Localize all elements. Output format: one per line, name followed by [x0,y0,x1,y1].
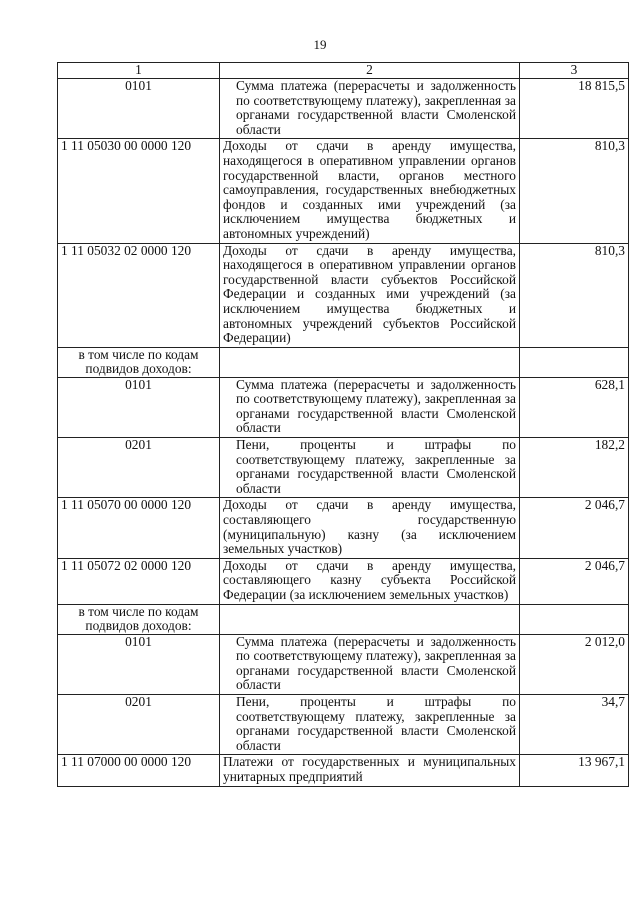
revenue-description: Доходы от сдачи в аренду имущества, составляющего казну субъекта Российской Федерации (за исключением земельных участков) [220,558,520,604]
table-row [58,604,629,634]
revenue-code: 0101 [58,377,220,437]
revenue-description: Сумма платежа (перерасчеты и задолженность по соответствующему платежу), закрепленная за органами государственной власти Смоленской области [220,634,520,694]
table-row [58,634,629,694]
revenue-code: 0201 [58,438,220,498]
revenue-code: 1 11 05030 00 0000 120 [58,139,220,243]
revenue-amount: 18 815,5 [520,79,629,139]
revenue-description: Сумма платежа (перерасчеты и задолженность по соответствующему платежу), закрепленная за органами государственной власти Смоленской области [220,377,520,437]
revenue-description: Доходы от сдачи в аренду имущества, составляющего государственную (муниципальную) казну (за исключением земельных участков) [220,498,520,558]
table-row [58,243,629,347]
column-header-description: 2 [220,63,520,79]
revenue-amount: 810,3 [520,243,629,347]
revenue-description: Платежи от государственных и муниципальных унитарных предприятий [220,755,520,786]
revenue-description: Доходы от сдачи в аренду имущества, находящегося в оперативном управлении органов государственной власти, органов местного самоуправления, государственных внебюджетных фондов и созданных ими учреждений (за исключением имущества бюджетных и автономных учреждений) [220,139,520,243]
column-header-code: 1 [58,63,220,79]
revenue-description [220,347,520,377]
revenue-amount: 13 967,1 [520,755,629,786]
revenue-amount: 182,2 [520,438,629,498]
revenue-description: Пени, проценты и штрафы по соответствующему платежу, закрепленные за органами государственной власти Смоленской области [220,694,520,754]
revenue-amount: 810,3 [520,139,629,243]
revenue-amount: 2 046,7 [520,558,629,604]
revenue-description: Доходы от сдачи в аренду имущества, находящегося в оперативном управлении органов государственной власти субъектов Российской Федерации и созданных ими учреждений (за исключением имущества бюджетных и автономных учреждений субъектов Российской Федерации) [220,243,520,347]
revenue-code: 1 11 05072 02 0000 120 [58,558,220,604]
subtype-caption: в том числе по кодам подвидов доходов: [58,604,220,634]
revenue-code: 0101 [58,634,220,694]
revenue-code: 0201 [58,694,220,754]
table-row [58,755,629,786]
revenue-code: 1 11 05070 00 0000 120 [58,498,220,558]
revenue-amount [520,347,629,377]
table-row [58,498,629,558]
revenue-amount [520,604,629,634]
table-row [58,438,629,498]
revenue-amount: 2 012,0 [520,634,629,694]
column-header-amount: 3 [520,63,629,79]
table-row [58,694,629,754]
revenue-description: Пени, проценты и штрафы по соответствующему платежу, закрепленные за органами государственной власти Смоленской области [220,438,520,498]
page-number: 19 [313,37,327,52]
revenue-amount: 34,7 [520,694,629,754]
revenue-description: Сумма платежа (перерасчеты и задолженность по соответствующему платежу), закрепленная за органами государственной власти Смоленской области [220,79,520,139]
revenue-code: 0101 [58,79,220,139]
revenue-amount: 628,1 [520,377,629,437]
table-body [58,79,629,787]
table-row [58,347,629,377]
revenue-code: 1 11 07000 00 0000 120 [58,755,220,786]
revenue-amount: 2 046,7 [520,498,629,558]
table-row [58,558,629,604]
table-row [58,377,629,437]
subtype-caption: в том числе по кодам подвидов доходов: [58,347,220,377]
revenue-table [57,62,629,787]
table-row [58,79,629,139]
revenue-description [220,604,520,634]
table-row [58,139,629,243]
revenue-code: 1 11 05032 02 0000 120 [58,243,220,347]
table-header-row [58,63,629,79]
